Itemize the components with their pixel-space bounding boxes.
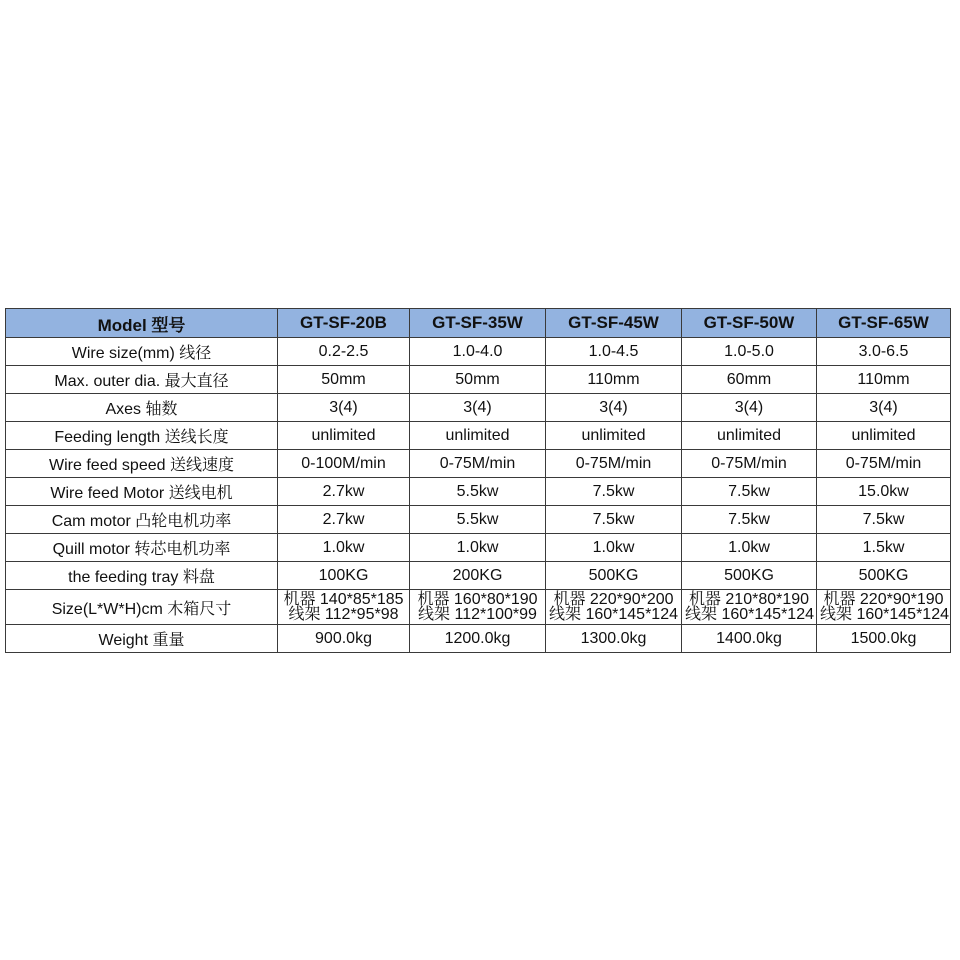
table-row [6, 478, 951, 506]
table-row [6, 338, 951, 366]
table-cell: unlimited [278, 422, 410, 450]
table-cell: 3.0-6.5 [817, 338, 951, 366]
table-cell: 110mm [817, 366, 951, 394]
table-cell: 1.0-5.0 [682, 338, 817, 366]
header-cell-model: Model 型号 [6, 309, 278, 338]
table-row [6, 422, 951, 450]
machine-size: 机器 210*80*190 [688, 591, 810, 608]
table-cell: 3(4) [817, 394, 951, 422]
rack-size: 线架 160*145*124 [820, 606, 949, 623]
table-row [6, 562, 951, 590]
size-cell [682, 590, 817, 625]
table-row [6, 450, 951, 478]
table-row [6, 394, 951, 422]
header-cell-gt-sf-50w: GT-SF-50W [682, 309, 817, 338]
machine-size: 机器 220*90*200 [553, 591, 674, 608]
table-cell: 1300.0kg [546, 625, 682, 653]
row-label: Wire feed speed 送线速度 [6, 450, 278, 478]
table-cell: 110mm [546, 366, 682, 394]
table-cell: 1.0kw [278, 534, 410, 562]
table-cell: 3(4) [410, 394, 546, 422]
size-cell [278, 590, 410, 625]
table-cell: 3(4) [278, 394, 410, 422]
spec-table [5, 308, 951, 653]
table-cell: 1400.0kg [682, 625, 817, 653]
machine-size: 机器 220*90*190 [823, 591, 944, 608]
table-cell: 3(4) [682, 394, 817, 422]
row-label: Wire size(mm) 线径 [6, 338, 278, 366]
table-row [6, 506, 951, 534]
table-cell: 500KG [682, 562, 817, 590]
table-cell: 5.5kw [410, 506, 546, 534]
table-cell: 5.5kw [410, 478, 546, 506]
rack-size: 线架 160*145*124 [685, 606, 814, 623]
table-cell: 3(4) [546, 394, 682, 422]
header-cell-gt-sf-35w: GT-SF-35W [410, 309, 546, 338]
machine-size: 机器 140*85*185 [283, 591, 404, 608]
table-row-size [6, 590, 951, 625]
table-cell: 2.7kw [278, 506, 410, 534]
table-cell: 1.5kw [817, 534, 951, 562]
row-label: Quill motor 转芯电机功率 [6, 534, 278, 562]
table-cell: 1500.0kg [817, 625, 951, 653]
size-cell [410, 590, 546, 625]
row-label: Feeding length 送线长度 [6, 422, 278, 450]
table-cell: 1.0kw [682, 534, 817, 562]
table-cell: unlimited [410, 422, 546, 450]
table-cell: 200KG [410, 562, 546, 590]
table-cell: 1200.0kg [410, 625, 546, 653]
table-cell: 50mm [410, 366, 546, 394]
header-row [6, 309, 951, 338]
table-cell: 7.5kw [546, 506, 682, 534]
table-cell: 7.5kw [546, 478, 682, 506]
table-cell: 500KG [817, 562, 951, 590]
table-cell: 7.5kw [817, 506, 951, 534]
table-row [6, 366, 951, 394]
size-cell [817, 590, 951, 625]
rack-size: 线架 160*145*124 [549, 606, 678, 623]
table-cell: 900.0kg [278, 625, 410, 653]
header-cell-gt-sf-20b: GT-SF-20B [278, 309, 410, 338]
table-row-weight [6, 625, 951, 653]
row-label: Axes 轴数 [6, 394, 278, 422]
table-cell: unlimited [682, 422, 817, 450]
table-row [6, 534, 951, 562]
table-cell: 0-75M/min [817, 450, 951, 478]
machine-size: 机器 160*80*190 [417, 591, 538, 608]
rack-size: 线架 112*95*98 [288, 606, 399, 623]
row-label: the feeding tray 料盘 [6, 562, 278, 590]
header-cell-gt-sf-45w: GT-SF-45W [546, 309, 682, 338]
row-label: Max. outer dia. 最大直径 [6, 366, 278, 394]
table-cell: 1.0kw [546, 534, 682, 562]
row-label: Weight 重量 [6, 625, 278, 653]
table-cell: 7.5kw [682, 506, 817, 534]
table-cell: 500KG [546, 562, 682, 590]
table-cell: 0-75M/min [682, 450, 817, 478]
table-cell: 0-75M/min [546, 450, 682, 478]
table-cell: 0-100M/min [278, 450, 410, 478]
table-cell: 2.7kw [278, 478, 410, 506]
table-cell: 0.2-2.5 [278, 338, 410, 366]
table-cell: 50mm [278, 366, 410, 394]
table-cell: 15.0kw [817, 478, 951, 506]
row-label: Size(L*W*H)cm 木箱尺寸 [6, 590, 278, 625]
table-cell: 0-75M/min [410, 450, 546, 478]
table-cell: unlimited [546, 422, 682, 450]
table-cell: 1.0kw [410, 534, 546, 562]
table-cell: 7.5kw [682, 478, 817, 506]
table-cell: 1.0-4.0 [410, 338, 546, 366]
size-cell [546, 590, 682, 625]
rack-size: 线架 112*100*99 [418, 606, 537, 623]
header-cell-gt-sf-65w: GT-SF-65W [817, 309, 951, 338]
row-label: Cam motor 凸轮电机功率 [6, 506, 278, 534]
table-cell: 60mm [682, 366, 817, 394]
table-cell: 1.0-4.5 [546, 338, 682, 366]
row-label: Wire feed Motor 送线电机 [6, 478, 278, 506]
table-cell: 100KG [278, 562, 410, 590]
table-cell: unlimited [817, 422, 951, 450]
